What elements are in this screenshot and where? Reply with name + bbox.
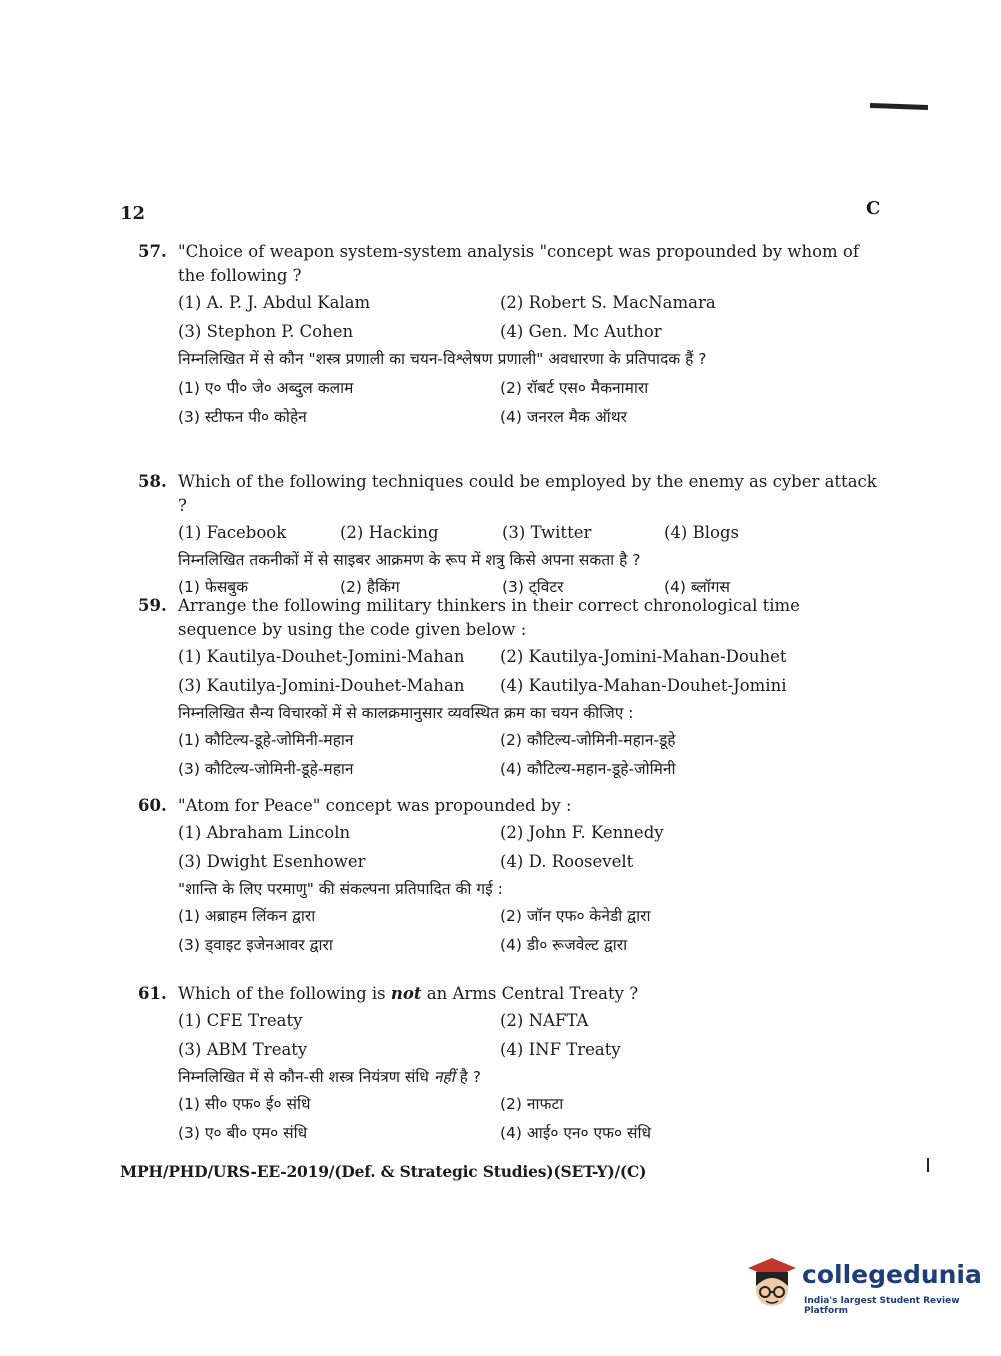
question-59 bbox=[138, 594, 878, 784]
option: (4) INF Treaty bbox=[500, 1040, 621, 1059]
option: (1) अब्राहम लिंकन द्वारा bbox=[178, 907, 316, 925]
question-text-hi: निम्नलिखित में से कौन "शस्त्र प्रणाली का चयन-विश्लेषण प्रणाली" अवधारणा के प्रतिपादक हैं ? bbox=[178, 350, 707, 368]
option: (4) डी० रूजवेल्ट द्वारा bbox=[500, 936, 628, 954]
options-en bbox=[178, 518, 878, 547]
question-58 bbox=[138, 470, 878, 602]
option: (4) Gen. Mc Author bbox=[500, 322, 662, 341]
mascot-icon bbox=[742, 1252, 798, 1312]
question-number: 57. bbox=[138, 242, 167, 261]
options-en bbox=[178, 1006, 878, 1064]
question-text-hi: निम्नलिखित सैन्य विचारकों में से कालक्रमानुसार व्यवस्थित क्रम का चयन कीजिए : bbox=[178, 704, 634, 722]
option: (2) Hacking bbox=[340, 523, 439, 542]
question-text-hi: निम्नलिखित तकनीकों में से साइबर आक्रमण के रूप में शत्रु किसे अपना सकता है ? bbox=[178, 551, 641, 569]
option: (1) A. P. J. Abdul Kalam bbox=[178, 293, 371, 312]
question-text-en: "Choice of weapon system-system analysis "concept was propounded by whom of the following ? bbox=[178, 242, 859, 285]
option: (1) Kautilya-Douhet-Jomini-Mahan bbox=[178, 647, 465, 666]
option: (4) Blogs bbox=[664, 523, 739, 542]
option: (4) कौटिल्य-महान-डूहे-जोमिनी bbox=[500, 760, 676, 778]
option: (3) Kautilya-Jomini-Douhet-Mahan bbox=[178, 676, 465, 695]
brand-tagline: India's largest Student Review Platform bbox=[804, 1296, 960, 1316]
option: (2) हैकिंग bbox=[340, 578, 400, 596]
option: (3) ट्विटर bbox=[502, 578, 564, 596]
option: (1) सी० एफ० ई० संधि bbox=[178, 1095, 311, 1113]
option: (3) स्टीफन पी० कोहेन bbox=[178, 408, 307, 426]
option: (1) फेसबुक bbox=[178, 578, 249, 596]
options-hi bbox=[178, 902, 878, 960]
option: (3) ए० बी० एम० संधि bbox=[178, 1124, 308, 1142]
option: (4) D. Roosevelt bbox=[500, 852, 634, 871]
question-text-en: Which of the following techniques could be employed by the enemy as cyber attack ? bbox=[178, 472, 877, 515]
option: (2) Robert S. MacNamara bbox=[500, 293, 716, 312]
options-hi bbox=[178, 1090, 878, 1148]
option: (2) Kautilya-Jomini-Mahan-Douhet bbox=[500, 647, 787, 666]
scan-edge-mark bbox=[870, 103, 928, 110]
paper-code-footer: MPH/PHD/URS-EE-2019/(Def. & Strategic Studies)(SET-Y)/(C) bbox=[120, 1162, 647, 1181]
option: (4) जनरल मैक ऑथर bbox=[500, 408, 627, 426]
option: (4) आई० एन० एफ० संधि bbox=[500, 1124, 652, 1142]
emphasis-nahin: नहीं bbox=[433, 1068, 455, 1086]
question-57 bbox=[138, 240, 878, 432]
option: (3) Twitter bbox=[502, 523, 592, 542]
option: (4) ब्लॉगस bbox=[664, 578, 730, 596]
option: (4) Kautilya-Mahan-Douhet-Jomini bbox=[500, 676, 787, 695]
options-hi bbox=[178, 374, 878, 432]
option: (1) Abraham Lincoln bbox=[178, 823, 351, 842]
question-60 bbox=[138, 794, 878, 960]
question-text-en: Which of the following is not an Arms Central Treaty ? bbox=[178, 984, 639, 1003]
page-number: 12 bbox=[120, 203, 146, 224]
question-61 bbox=[138, 982, 878, 1148]
question-number: 59. bbox=[138, 596, 167, 615]
question-text-en: Arrange the following military thinkers in their correct chronological time sequence by using the code given below : bbox=[178, 596, 800, 639]
emphasis-not: not bbox=[390, 984, 422, 1003]
options-hi bbox=[178, 726, 878, 784]
option: (3) ABM Treaty bbox=[178, 1040, 308, 1059]
option: (2) रॉबर्ट एस० मैकनामारा bbox=[500, 379, 649, 397]
question-number: 61. bbox=[138, 984, 167, 1003]
brand-name: collegedunia bbox=[802, 1260, 982, 1289]
question-text-hi: निम्नलिखित में से कौन-सी शस्त्र नियंत्रण संधि नहीं है ? bbox=[178, 1068, 482, 1086]
option: (1) कौटिल्य-डूहे-जोमिनी-महान bbox=[178, 731, 354, 749]
option: (2) जॉन एफ० केनेडी द्वारा bbox=[500, 907, 651, 925]
option: (3) Dwight Esenhower bbox=[178, 852, 366, 871]
set-code: C bbox=[866, 198, 881, 219]
option: (2) नाफटा bbox=[500, 1095, 564, 1113]
question-text-en: "Atom for Peace" concept was propounded by : bbox=[178, 796, 572, 815]
options-en bbox=[178, 288, 878, 346]
option: (1) ए० पी० जे० अब्दुल कलाम bbox=[178, 379, 354, 397]
options-en bbox=[178, 642, 878, 700]
collegedunia-watermark bbox=[742, 1250, 982, 1320]
option: (2) कौटिल्य-जोमिनी-महान-डूहे bbox=[500, 731, 676, 749]
option: (1) Facebook bbox=[178, 523, 287, 542]
question-number: 58. bbox=[138, 472, 167, 491]
scan-edge-mark bbox=[927, 1158, 929, 1172]
option: (2) John F. Kennedy bbox=[500, 823, 664, 842]
option: (2) NAFTA bbox=[500, 1011, 589, 1030]
option: (3) ड्वाइट इजेनआवर द्वारा bbox=[178, 936, 333, 954]
question-number: 60. bbox=[138, 796, 167, 815]
option: (3) कौटिल्य-जोमिनी-डूहे-महान bbox=[178, 760, 354, 778]
question-text-hi: "शान्ति के लिए परमाणु" की संकल्पना प्रतिपादित की गई : bbox=[178, 880, 503, 898]
options-en bbox=[178, 818, 878, 876]
option: (3) Stephon P. Cohen bbox=[178, 322, 354, 341]
option: (1) CFE Treaty bbox=[178, 1011, 303, 1030]
